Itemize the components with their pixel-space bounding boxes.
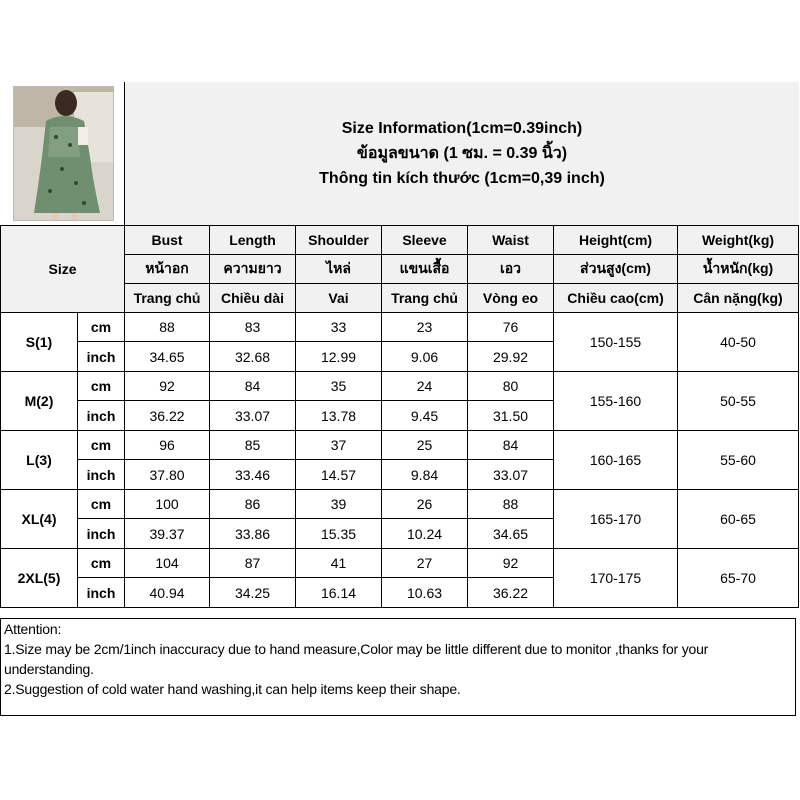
unit-inch: inch (78, 578, 125, 608)
attention-heading: Attention: (4, 621, 62, 637)
cell-length-cm: 85 (210, 431, 296, 460)
cell-weight: 55-60 (678, 431, 799, 490)
col-shoulder-thai: ไหล่ (296, 255, 382, 284)
table-row (1, 431, 799, 460)
cell-bust-inch: 34.65 (125, 342, 210, 372)
cell-shoulder-inch: 12.99 (296, 342, 382, 372)
cell-height: 165-170 (554, 490, 678, 549)
col-length-thai: ความยาว (210, 255, 296, 284)
unit-cm: cm (78, 431, 125, 460)
table-row (1, 372, 799, 401)
cell-length-inch: 33.07 (210, 401, 296, 431)
col-bust: Bust (125, 226, 210, 255)
unit-cm: cm (78, 372, 125, 401)
cell-bust-cm: 100 (125, 490, 210, 519)
col-waist-vi: Vòng eo (468, 284, 554, 313)
cell-bust-inch: 39.37 (125, 519, 210, 549)
col-weight-thai: น้ำหนัก(kg) (678, 255, 799, 284)
col-sleeve-thai: แขนเสื้อ (382, 255, 468, 284)
size-label: 2XL(5) (1, 549, 78, 608)
cell-shoulder-inch: 13.78 (296, 401, 382, 431)
header-row-english (1, 226, 799, 255)
cell-shoulder-inch: 15.35 (296, 519, 382, 549)
cell-height: 160-165 (554, 431, 678, 490)
cell-bust-cm: 88 (125, 313, 210, 342)
cell-shoulder-cm: 41 (296, 549, 382, 578)
cell-sleeve-inch: 10.63 (382, 578, 468, 608)
cell-waist-inch: 31.50 (468, 401, 554, 431)
cell-shoulder-inch: 14.57 (296, 460, 382, 490)
cell-sleeve-cm: 25 (382, 431, 468, 460)
cell-waist-cm: 76 (468, 313, 554, 342)
cell-sleeve-cm: 27 (382, 549, 468, 578)
unit-cm: cm (78, 313, 125, 342)
unit-inch: inch (78, 519, 125, 549)
cell-sleeve-inch: 9.06 (382, 342, 468, 372)
table-row (1, 490, 799, 519)
col-length: Length (210, 226, 296, 255)
col-bust-thai: หน้าอก (125, 255, 210, 284)
cell-shoulder-inch: 16.14 (296, 578, 382, 608)
cell-length-inch: 33.46 (210, 460, 296, 490)
cell-bust-cm: 96 (125, 431, 210, 460)
cell-height: 170-175 (554, 549, 678, 608)
cell-height: 155-160 (554, 372, 678, 431)
cell-weight: 50-55 (678, 372, 799, 431)
unit-inch: inch (78, 342, 125, 372)
unit-cm: cm (78, 549, 125, 578)
size-label: XL(4) (1, 490, 78, 549)
cell-length-cm: 84 (210, 372, 296, 401)
col-height-thai: ส่วนสูง(cm) (554, 255, 678, 284)
cell-weight: 60-65 (678, 490, 799, 549)
cell-waist-inch: 36.22 (468, 578, 554, 608)
cell-waist-cm: 88 (468, 490, 554, 519)
size-heading: Size (1, 226, 125, 313)
title-english: Size Information(1cm=0.39inch) (341, 120, 583, 137)
cell-waist-inch: 29.92 (468, 342, 554, 372)
title-vietnamese: Thông tin kích thước (1cm=0,39 inch) (319, 170, 605, 187)
cell-sleeve-cm: 24 (382, 372, 468, 401)
cell-shoulder-cm: 35 (296, 372, 382, 401)
cell-sleeve-cm: 26 (382, 490, 468, 519)
cell-waist-cm: 80 (468, 372, 554, 401)
cell-bust-inch: 36.22 (125, 401, 210, 431)
cell-sleeve-inch: 9.45 (382, 401, 468, 431)
cell-shoulder-cm: 39 (296, 490, 382, 519)
unit-inch: inch (78, 401, 125, 431)
cell-waist-inch: 34.65 (468, 519, 554, 549)
cell-bust-inch: 37.80 (125, 460, 210, 490)
cell-shoulder-cm: 37 (296, 431, 382, 460)
cell-bust-cm: 104 (125, 549, 210, 578)
cell-length-inch: 34.25 (210, 578, 296, 608)
cell-height: 150-155 (554, 313, 678, 372)
cell-waist-cm: 84 (468, 431, 554, 460)
col-sleeve: Sleeve (382, 226, 468, 255)
cell-weight: 65-70 (678, 549, 799, 608)
cell-waist-cm: 92 (468, 549, 554, 578)
size-label: M(2) (1, 372, 78, 431)
cell-shoulder-cm: 33 (296, 313, 382, 342)
col-weight: Weight(kg) (678, 226, 799, 255)
cell-sleeve-inch: 10.24 (382, 519, 468, 549)
col-weight-vi: Cân nặng(kg) (678, 284, 799, 313)
table-row (1, 549, 799, 578)
title-block (124, 82, 799, 225)
size-label: L(3) (1, 431, 78, 490)
col-length-vi: Chiều dài (210, 284, 296, 313)
product-photo (13, 86, 114, 221)
cell-length-inch: 32.68 (210, 342, 296, 372)
col-shoulder: Shoulder (296, 226, 382, 255)
table-row (1, 313, 799, 342)
cell-length-cm: 83 (210, 313, 296, 342)
col-shoulder-vi: Vai (296, 284, 382, 313)
cell-sleeve-cm: 23 (382, 313, 468, 342)
cell-weight: 40-50 (678, 313, 799, 372)
col-sleeve-vi: Trang chủ (382, 284, 468, 313)
attention-notes (0, 618, 796, 716)
title-thai: ข้อมูลขนาด (1 ซม. = 0.39 นิ้ว) (356, 145, 568, 162)
cell-waist-inch: 33.07 (468, 460, 554, 490)
col-waist: Waist (468, 226, 554, 255)
attention-note-2: 2.Suggestion of cold water hand washing,it can help items keep their shape. (4, 681, 461, 697)
unit-inch: inch (78, 460, 125, 490)
cell-length-cm: 87 (210, 549, 296, 578)
cell-bust-inch: 40.94 (125, 578, 210, 608)
cell-sleeve-inch: 9.84 (382, 460, 468, 490)
cell-length-cm: 86 (210, 490, 296, 519)
col-waist-thai: เอว (468, 255, 554, 284)
size-chart-sheet (0, 82, 798, 720)
attention-note-1: 1.Size may be 2cm/1inch inaccuracy due to hand measure,Color may be little different due to monitor ,thanks for your understanding. (4, 641, 709, 677)
dress-photo-icon (14, 87, 113, 220)
col-height-vi: Chiều cao(cm) (554, 284, 678, 313)
size-table (0, 225, 799, 608)
cell-length-inch: 33.86 (210, 519, 296, 549)
col-height: Height(cm) (554, 226, 678, 255)
col-bust-vi: Trang chủ (125, 284, 210, 313)
cell-bust-cm: 92 (125, 372, 210, 401)
unit-cm: cm (78, 490, 125, 519)
size-label: S(1) (1, 313, 78, 372)
